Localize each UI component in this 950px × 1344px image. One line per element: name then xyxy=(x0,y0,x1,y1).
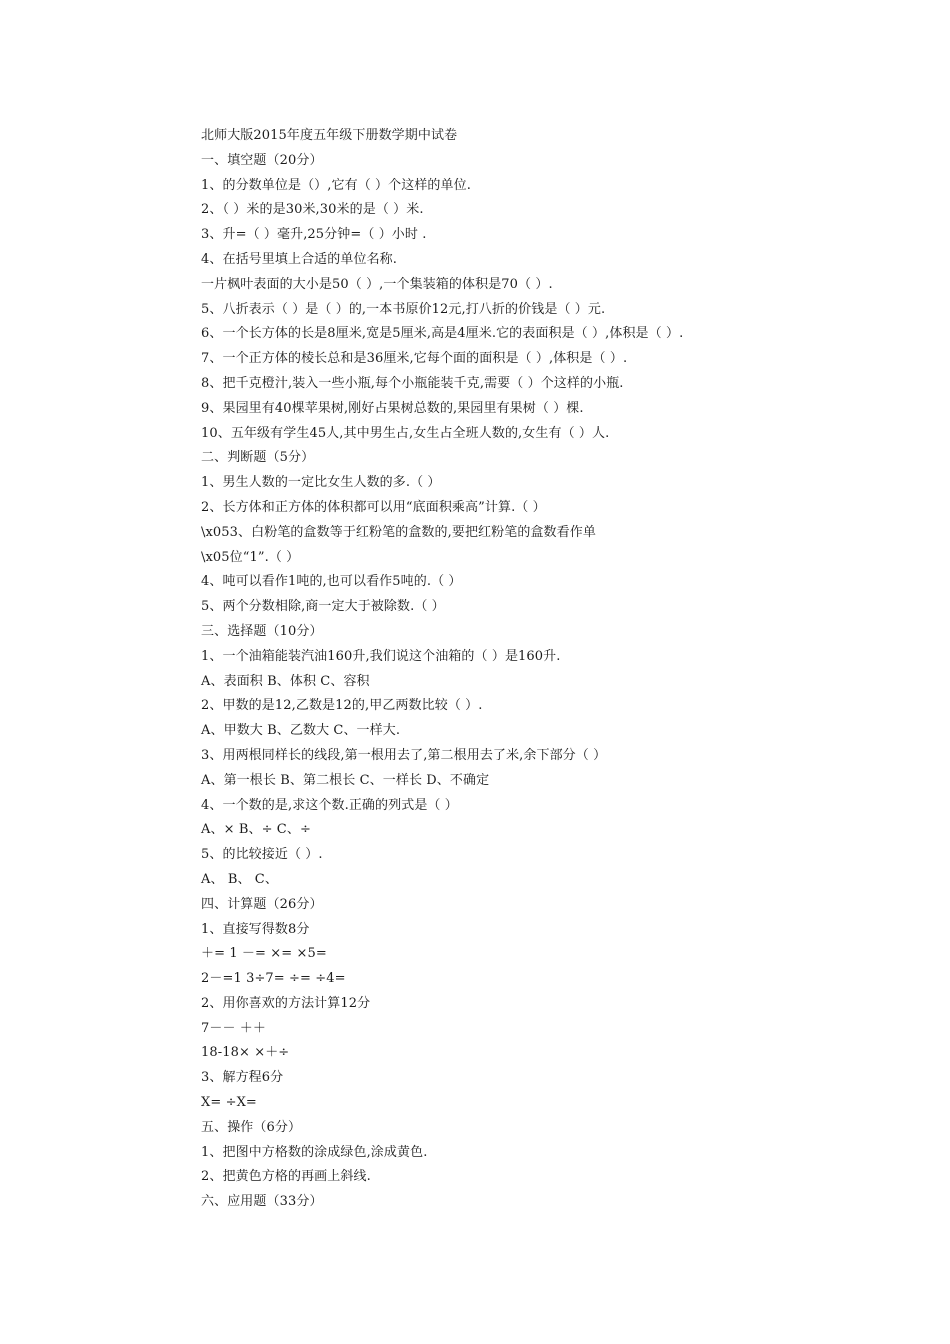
section-heading-calculation: 四、计算题（26分） xyxy=(201,896,323,912)
question-text: 3、解方程6分 xyxy=(201,1070,284,1086)
question-text: \x053、白粉笔的盒数等于红粉笔的盒数的,要把红粉笔的盒数看作单 xyxy=(201,524,596,540)
answer-options: A、 B、 C、 xyxy=(201,871,278,887)
answer-options: A、第一根长 B、第二根长 C、一样长 D、不确定 xyxy=(201,772,490,788)
question-text: 7、一个正方体的棱长总和是36厘米,它每个面的面积是（ ）,体积是（ ）. xyxy=(201,351,628,367)
answer-options: A、甲数大 B、乙数大 C、一样大. xyxy=(201,723,401,739)
section-heading-multiple-choice: 三、选择题（10分） xyxy=(201,623,323,639)
question-text: 1、的分数单位是（）,它有（ ）个这样的单位. xyxy=(201,177,471,193)
section-heading-true-false: 二、判断题（5分） xyxy=(201,450,315,466)
calculation-row: ＋= 1 －= ×= ×5= xyxy=(201,946,327,962)
question-text: 1、直接写得数8分 xyxy=(201,921,310,937)
answer-options: A、表面积 B、体积 C、容积 xyxy=(201,673,370,689)
question-text: 1、男生人数的一定比女生人数的多.（ ） xyxy=(201,475,441,491)
question-text: \x05位“1”.（ ） xyxy=(201,549,300,565)
exam-document xyxy=(201,124,921,1215)
question-text: 5、的比较接近（ ）. xyxy=(201,847,323,863)
section-heading-word-problems: 六、应用题（33分） xyxy=(201,1194,323,1210)
question-text: 3、升=（ ）毫升,25分钟=（ ）小时 . xyxy=(201,227,427,243)
question-text: 1、把图中方格数的涂成绿色,涂成黄色. xyxy=(201,1144,428,1160)
calculation-row: 2－=1 3÷7= ÷= ÷4= xyxy=(201,971,346,987)
question-text: 6、一个长方体的长是8厘米,宽是5厘米,高是4厘米.它的表面积是（ ）,体积是（ ）. xyxy=(201,326,684,342)
question-text: 2、甲数的是12,乙数是12的,甲乙两数比较（ ）. xyxy=(201,698,483,714)
calculation-row: 18-18× ×＋÷ xyxy=(201,1045,290,1061)
question-text: 5、八折表示（ ）是（ ）的,一本书原价12元,打八折的价钱是（ ）元. xyxy=(201,301,606,317)
question-text: 9、果园里有40棵苹果树,刚好占果树总数的,果园里有果树（ ）棵. xyxy=(201,400,584,416)
section-heading-operation: 五、操作（6分） xyxy=(201,1119,302,1135)
question-text: 2、用你喜欢的方法计算12分 xyxy=(201,995,371,1011)
question-text: 4、在括号里填上合适的单位名称. xyxy=(201,251,398,267)
question-text: 2、（ ）米的是30米,30米的是（ ）米. xyxy=(201,202,424,218)
question-text: 3、用两根同样长的线段,第一根用去了,第二根用去了米,余下部分（ ） xyxy=(201,747,607,763)
question-text: 8、把千克橙汁,装入一些小瓶,每个小瓶能装千克,需要（ ）个这样的小瓶. xyxy=(201,375,624,391)
answer-options: A、× B、÷ C、÷ xyxy=(201,822,311,838)
question-text: 2、把黄色方格的再画上斜线. xyxy=(201,1169,371,1185)
question-text: 4、一个数的是,求这个数.正确的列式是（ ） xyxy=(201,797,458,813)
calculation-row: X= ÷X= xyxy=(201,1095,257,1111)
question-text: 4、吨可以看作1吨的,也可以看作5吨的.（ ） xyxy=(201,574,462,590)
question-text: 10、五年级有学生45人,其中男生占,女生占全班人数的,女生有（ ）人. xyxy=(201,425,610,441)
question-text: 1、一个油箱能装汽油160升,我们说这个油箱的（ ）是160升. xyxy=(201,648,561,664)
document-title: 北师大版2015年度五年级下册数学期中试卷 xyxy=(201,128,458,143)
question-text: 2、长方体和正方体的体积都可以用“底面积乘高”计算.（ ） xyxy=(201,499,546,515)
section-heading-fill-in: 一、填空题（20分） xyxy=(201,152,323,168)
calculation-row: 7－－ ＋＋ xyxy=(201,1020,267,1036)
question-text: 5、两个分数相除,商一定大于被除数.（ ） xyxy=(201,599,445,615)
question-text: 一片枫叶表面的大小是50（ ）,一个集装箱的体积是70（ ）. xyxy=(201,276,553,292)
